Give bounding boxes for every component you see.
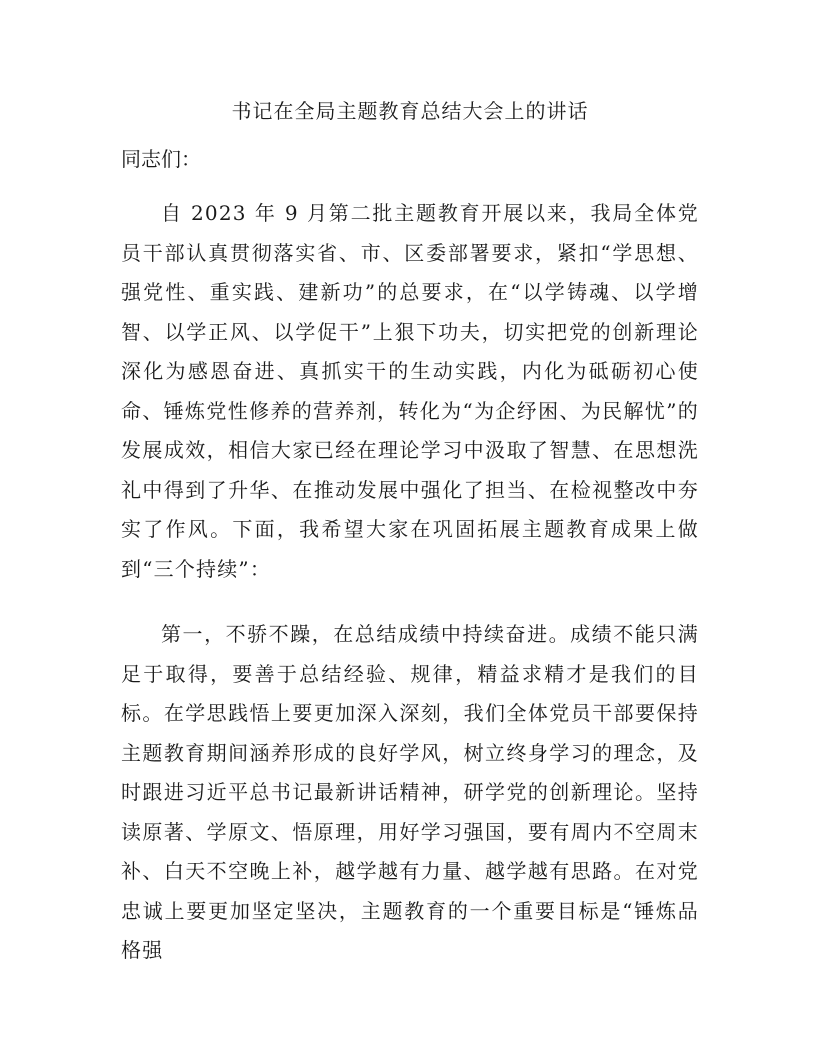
salutation: 同志们： xyxy=(121,147,201,171)
paragraph-1: 自 2023 年 9 月第二批主题教育开展以来，我局全体党员干部认真贯彻落实省、市、区委部署要求，紧扣“学思想、强党性、重实践、建新功”的总要求，在“以学铸魂、以学增智、以学正风、以学促干”上狠下功夫，切实把党的创新理论深化为感恩奋进、真抓实干的生动实践，内化为砥砺初心使命、锤炼党性修养的营养剂，转化为“为企纾困、为民解忧”的发展成效，相信大家已经在理论学习中汲取了智慧、在思想洗礼中得到了升华、在推动发展中强化了担当、在检视整改中夯实了作风。下面，我希望大家在巩固拓展主题教育成果上做到“三个持续”： xyxy=(121,201,699,581)
document-title: 书记在全局主题教育总结大会上的讲话 xyxy=(231,99,589,123)
paragraph-2: 第一，不骄不躁，在总结成绩中持续奋进。成绩不能只满足于取得，要善于总结经验、规律，精益求精才是我们的目标。在学思践悟上要更加深入深刻，我们全体党员干部要保持主题教育期间涵养形成的良好学风，树立终身学习的理念，及时跟进习近平总书记最新讲话精神，研学党的创新理论。坚持读原著、学原文、悟原理，用好学习强国，要有周内不空周末补、白天不空晚上补，越学越有力量、越学越有思路。在对党忠诚上要更加坚定坚决，主题教育的一个重要目标是“锤炼品格强 xyxy=(121,622,699,962)
